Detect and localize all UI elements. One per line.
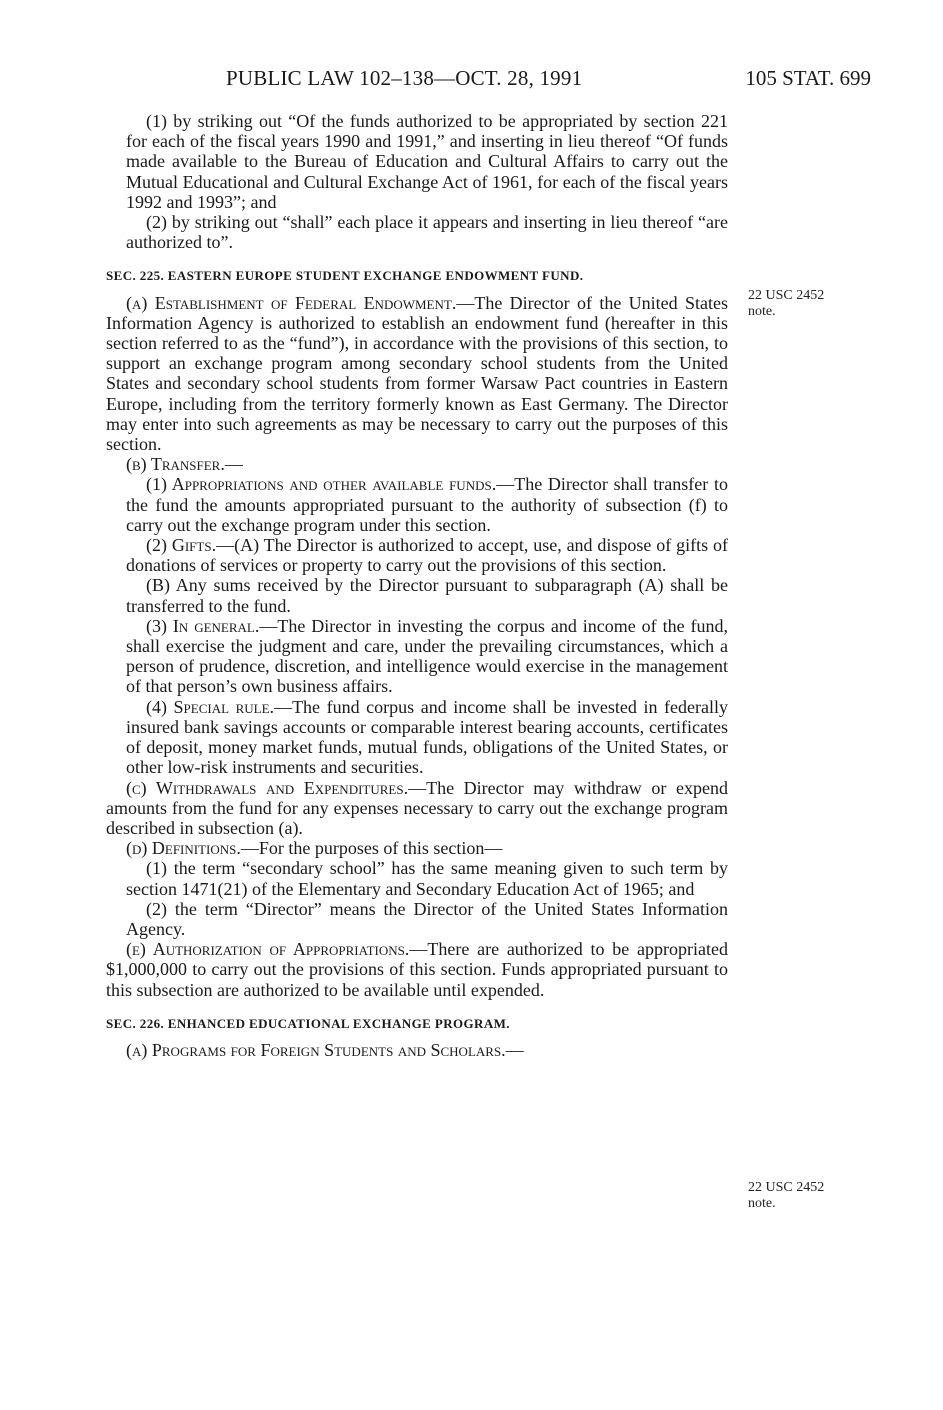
margin-note-citation: 22 USC 2452 bbox=[748, 1180, 825, 1195]
paragraph-b4-heading: (4) Special rule. bbox=[146, 696, 275, 717]
paragraph-b1 bbox=[106, 474, 728, 535]
subsection-c-heading: (c) Withdrawals and Expenditures. bbox=[126, 777, 409, 798]
subsection-226-a-text: — bbox=[505, 1039, 524, 1060]
paragraph-b3-heading: (3) In general. bbox=[146, 615, 260, 636]
paragraph-b1-heading: (1) Appropriations and other available funds. bbox=[146, 474, 497, 495]
margin-note-citation: 22 USC 2452 bbox=[748, 288, 825, 303]
subsection-a-heading: (a) Establishment of Federal Endowment. bbox=[126, 292, 457, 313]
section-heading-225: SEC. 225. EASTERN EUROPE STUDENT EXCHANGE ENDOWMENT FUND. bbox=[106, 268, 584, 284]
page-header bbox=[0, 66, 943, 98]
margin-note-sec226 bbox=[748, 1180, 824, 1212]
paragraph-b2-B: (B) Any sums received by the Director pursuant to subparagraph (A) shall be transferred to the fund. bbox=[126, 575, 728, 616]
margin-note-label: note. bbox=[748, 304, 776, 319]
subsection-b bbox=[106, 454, 728, 474]
subsection-e-text: —There are authorized to be appropriated $1,000,000 to carry out the provisions of this section. Funds appropriated pursuant to this subsection are authorized to be available until expended. bbox=[106, 939, 729, 1000]
subsection-b-text: — bbox=[224, 454, 243, 475]
subsection-e bbox=[106, 939, 728, 1000]
subsection-e-heading: (e) Authorization of Appropriations. bbox=[126, 939, 410, 960]
paragraph-b4 bbox=[106, 697, 728, 778]
subsection-c bbox=[106, 778, 728, 839]
subsection-a-text: —The Director of the United States Information Agency is authorized to establish an endowment fund (hereafter in this section referred to as the “fund”), in accordance with the provisions of this section, to support an exchange program among secondary school students from the United States and secondary school students from former Warsaw Pact countries in Eastern Europe, including from the territory formerly known as East Germany. The Director may enter into such agreements as may be necessary to carry out the purposes of this section. bbox=[106, 292, 728, 455]
paragraph-1: (1) by striking out “Of the funds authorized to be appropriated by section 221 for each of the fiscal years 1990 and 1991,” and inserting in lieu thereof “Of funds made available to the Bureau of Education and Cultural Affairs to carry out the Mutual Educational and Cultural Exchange Act of 1961, for each of the fiscal years 1992 and 1993”; and bbox=[126, 111, 728, 212]
paragraph-b4-text: —The fund corpus and income shall be invested in federally insured bank savings accounts or comparable interest bearing accounts, certificates of deposit, money market funds, mutual funds, obligations of the United States, or other low-risk instruments and securities. bbox=[126, 696, 728, 778]
paragraph-b2 bbox=[106, 535, 728, 575]
subsection-a bbox=[106, 293, 728, 455]
document-body bbox=[106, 111, 728, 1060]
subsection-d-text: —For the purposes of this section— bbox=[240, 838, 503, 859]
margin-note-sec225 bbox=[748, 288, 824, 320]
paragraph-b3 bbox=[106, 616, 728, 697]
subsection-c-text: —The Director may withdraw or expend amounts from the fund for any expenses necessary to carry out the exchange program described in subsection (a). bbox=[106, 777, 728, 838]
paragraph-b3-text: —The Director in investing the corpus and income of the fund, shall exercise the judgment and care, under the prevailing circumstances, which a person of prudence, discretion, and intelligence would exercise in the management of that person’s own business affairs. bbox=[126, 615, 728, 697]
paragraph-d1: (1) the term “secondary school” has the same meaning given to such term by section 1471(21) of the Elementary and Secondary Education Act of 1965; and bbox=[126, 858, 728, 899]
paragraph-b2-heading: (2) Gifts. bbox=[146, 535, 217, 556]
paragraph-b2-text: —(A) The Director is authorized to accept, use, and dispose of gifts of donations of services or property to carry out the provisions of this section. bbox=[126, 535, 729, 576]
header-stat-page: 105 STAT. 699 bbox=[745, 66, 871, 90]
subsection-226-a bbox=[106, 1040, 728, 1060]
subsection-b-heading: (b) Transfer. bbox=[126, 454, 225, 475]
section-heading-226: SEC. 226. ENHANCED EDUCATIONAL EXCHANGE PROGRAM. bbox=[106, 1015, 510, 1031]
header-title: PUBLIC LAW 102–138—OCT. 28, 1991 bbox=[226, 66, 583, 90]
subsection-d bbox=[106, 838, 728, 858]
margin-note-label: note. bbox=[748, 1196, 776, 1211]
paragraph-2: (2) by striking out “shall” each place it appears and inserting in lieu thereof “are authorized to”. bbox=[126, 212, 728, 253]
paragraph-b1-text: —The Director shall transfer to the fund the amounts appropriated pursuant to the authority of subsection (f) to carry out the exchange program under this section. bbox=[126, 474, 728, 535]
paragraph-d2: (2) the term “Director” means the Director of the United States Information Agency. bbox=[126, 898, 728, 939]
subsection-d-heading: (d) Definitions. bbox=[126, 838, 241, 859]
subsection-226-a-heading: (a) Programs for Foreign Students and Scholars. bbox=[126, 1039, 506, 1060]
